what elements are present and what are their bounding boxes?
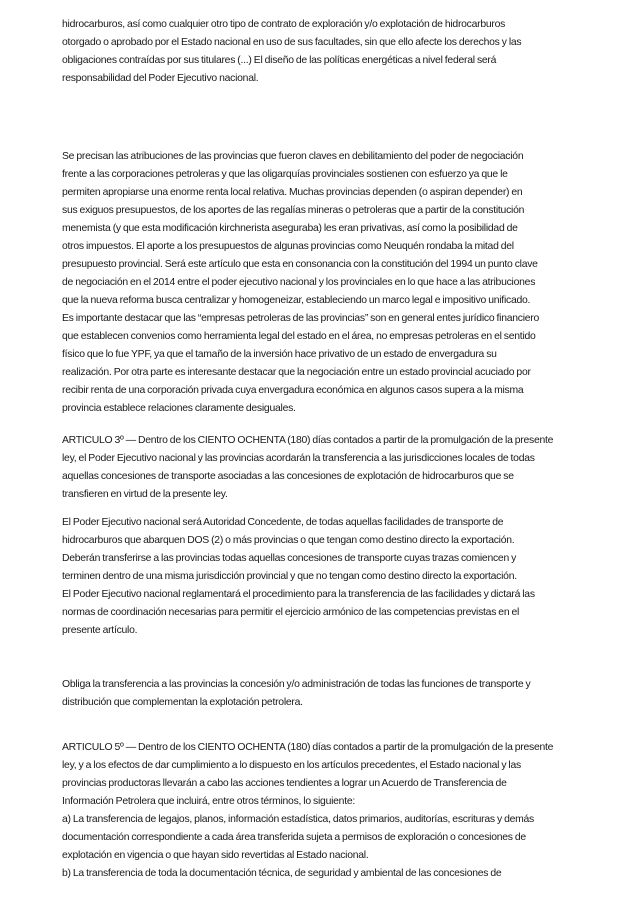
text-line: permiten apropiarse una enorme renta local relativa. Muchas provincias dependen (o aspiran depender) en: [62, 187, 523, 198]
text-line: realización. Por otra parte es interesante destacar que la negociación entre un estado provincial acuciado por: [62, 367, 531, 378]
text-line: provincias productoras llevarán a cabo las acciones tendientes a lograr un Acuerdo de Transferencia de: [62, 778, 507, 789]
paragraph-5: [62, 586, 602, 640]
text-line: distribución que complementan la explotación petrolera.: [62, 697, 303, 708]
text-line: presente artículo.: [62, 625, 138, 636]
text-line: b) La transferencia de toda la documentación técnica, de seguridad y ambiental de las concesiones de: [62, 868, 502, 879]
paragraph-3-article-3: [62, 432, 602, 504]
text-line: normas de coordinación necesarias para permitir el ejercicio armónico de las competencias previstas en el: [62, 607, 520, 618]
text-line: terminen dentro de una misma jurisdicción provincial y que no tengan como destino directo la exportación.: [62, 571, 517, 582]
text-line: Información Petrolera que incluirá, entre otros términos, lo siguiente:: [62, 796, 356, 807]
text-line: aquellas concesiones de transporte asociadas a las concesiones de explotación de hidrocarburos que se: [62, 471, 514, 482]
text-line: menemista (y que esta modificación kirchnerista aseguraba) les eran privativas, así como la posibilidad de: [62, 223, 518, 234]
text-line: otros impuestos. El aporte a los presupuestos de algunas provincias como Neuquén rondaba la mitad del: [62, 241, 514, 252]
text-line: explotación en vigencia o que hayan sido revertidas al Estado nacional.: [62, 850, 369, 861]
text-line: Es importante destacar que las “empresas petroleras de las provincias” son en general entes jurídico financiero: [62, 313, 540, 324]
text-line: hidrocarburos que abarquen DOS (2) o más provincias o que tengan como destino directo la exportación.: [62, 535, 515, 546]
text-line: responsabilidad del Poder Ejecutivo nacional.: [62, 73, 259, 84]
text-line: que la nueva reforma busca centralizar y homogeneizar, estableciendo un marco legal e impositivo unificado.: [62, 295, 531, 306]
text-line: a) La transferencia de legajos, planos, información estadística, datos primarios, auditorías, escrituras y demás: [62, 814, 535, 825]
text-line: obligaciones contraídas por sus titulares (...) El diseño de las políticas energéticas a nivel federal será: [62, 55, 497, 66]
text-line: de negociación en el 2014 entre el poder ejecutivo nacional y los provinciales en lo que hace a las atribuciones: [62, 277, 536, 288]
text-line: ley, el Poder Ejecutivo nacional y las provincias acordarán la transferencia a las jurisdicciones locales de todas: [62, 453, 535, 464]
text-line: otorgado o aprobado por el Estado nacional en uso de sus facultades, sin que ello afecte los derechos y las: [62, 37, 522, 48]
paragraph-4: [62, 514, 602, 586]
text-line: Obliga la transferencia a las provincias la concesión y/o administración de todas las funciones de transporte y: [62, 679, 531, 690]
text-line: transfieren en virtud de la presente ley.: [62, 489, 228, 500]
text-line: provincia establece relaciones claramente desiguales.: [62, 403, 296, 414]
paragraph-6: [62, 676, 602, 712]
paragraph-2: [62, 148, 602, 418]
text-line: ley, y a los efectos de dar cumplimiento a lo dispuesto en los artículos precedentes, el Estado nacional y las: [62, 760, 521, 771]
text-line: recibir renta de una corporación privada cuya envergadura económica en algunos casos supera a la misma: [62, 385, 524, 396]
text-line: El Poder Ejecutivo nacional será Autoridad Concedente, de todas aquellas facilidades de transporte de: [62, 517, 504, 528]
text-line: El Poder Ejecutivo nacional reglamentará el procedimiento para la transferencia de las facilidades y dictará las: [62, 589, 535, 600]
text-line: presupuesto provincial. Será este artículo que esta en consonancia con la constitución del 1994 un punto clave: [62, 259, 538, 270]
text-line: ARTICULO 3º — Dentro de los CIENTO OCHENTA (180) días contados a partir de la promulgación de la presente: [62, 435, 554, 446]
text-line: documentación correspondiente a cada área transferida sujeta a permisos de exploración o concesiones de: [62, 832, 526, 843]
text-line: hidrocarburos, así como cualquier otro tipo de contrato de exploración y/o explotación de hidrocarburos: [62, 19, 506, 30]
text-line: sus exiguos presupuestos, de los aportes de las regalías mineras o petroleras que a partir de la constitución: [62, 205, 525, 216]
text-line: ARTICULO 5º — Dentro de los CIENTO OCHENTA (180) días contados a partir de la promulgación de la presente: [62, 742, 554, 753]
text-line: Se precisan las atribuciones de las provincias que fueron claves en debilitamiento del poder de negociación: [62, 151, 524, 162]
text-line: Deberán transferirse a las provincias todas aquellas concesiones de transporte cuyas trazas comiencen y: [62, 553, 517, 564]
text-line: que establecen convenios como herramienta legal del estado en el área, no empresas petroleras en el sentido: [62, 331, 536, 342]
text-line: físico que lo fue YPF, ya que el tamaño de la inversión hace privativo de un estado de envergadura su: [62, 349, 497, 360]
text-line: frente a las corporaciones petroleras y que las oligarquías provinciales sostienen con esfuerzo ya que le: [62, 169, 508, 180]
paragraph-7-article-5: [62, 739, 602, 883]
paragraph-1: [62, 16, 602, 88]
